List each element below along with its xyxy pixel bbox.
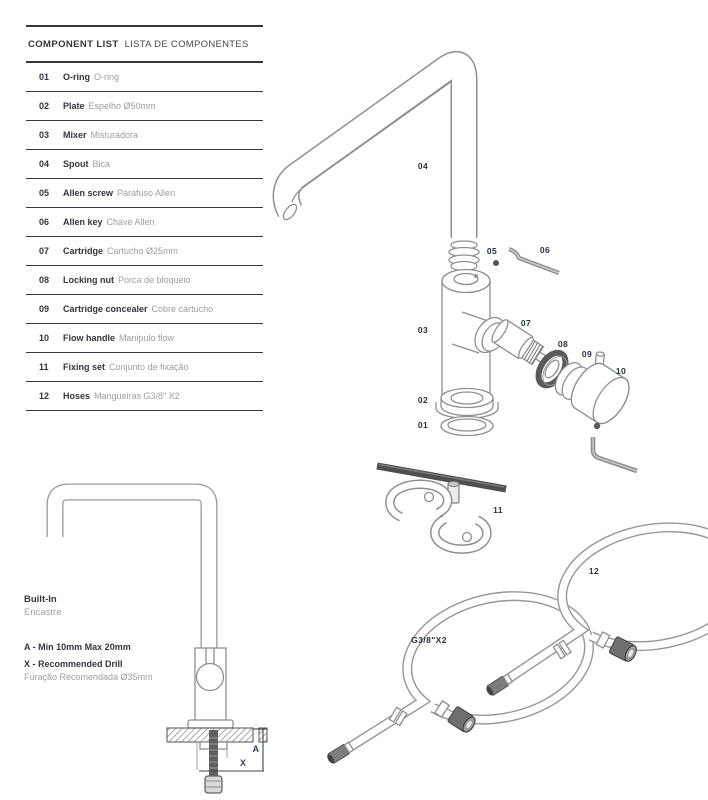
- part-label-10: 10: [615, 366, 627, 376]
- component-list-title-pt: LISTA DE COMPONENTES: [124, 39, 249, 50]
- spout-drawing: [281, 64, 464, 238]
- part-number: 12: [39, 391, 50, 401]
- part-number: 10: [39, 333, 50, 343]
- hose-end-fitting-drawing: [326, 741, 354, 764]
- part-name-pt: Cobre cartucho: [151, 304, 214, 314]
- part-name-pt: Espelho Ø50mm: [88, 101, 156, 111]
- part-name-en: Fixing set: [63, 362, 106, 372]
- part-label-11: 11: [493, 505, 503, 515]
- part-label-08: 08: [557, 339, 569, 349]
- part-name-pt: Manipulo flow: [119, 333, 175, 343]
- part-name-pt: Misturadora: [90, 130, 139, 140]
- part-name-en: Allen key: [63, 217, 103, 227]
- threaded-rod-drawing: [209, 730, 218, 776]
- part-label-01: 01: [417, 420, 429, 430]
- built-in-title-pt: Encastre: [24, 607, 62, 618]
- part-name-pt: Cartucho Ø25mm: [107, 246, 179, 256]
- part-name-pt: Mangueiras G3/8" X2: [94, 391, 180, 401]
- part-number: 06: [39, 217, 50, 227]
- part-label-09: 09: [581, 349, 593, 359]
- part-number: 01: [39, 72, 50, 82]
- hose-end-fitting-drawing: [485, 673, 513, 697]
- part-name-pt: Parafuso Allen: [117, 188, 176, 198]
- built-in-diagram: [55, 492, 267, 793]
- part-number: 11: [39, 362, 49, 372]
- plate-drawing: [436, 389, 498, 419]
- hose-size-label: G3/8"X2: [411, 635, 447, 645]
- part-name-pt: Conjunto de fixação: [109, 362, 189, 372]
- part-label-05: 05: [486, 246, 498, 256]
- fixing-set-drawing: [377, 465, 506, 550]
- part-name-en: Hoses: [63, 391, 91, 401]
- part-name-en: Cartridge: [63, 246, 104, 256]
- part-name-en: Plate: [63, 101, 85, 111]
- spout-connector-drawing: [449, 241, 479, 271]
- dimension-a-label: A: [252, 744, 259, 754]
- hose-nut-drawing: [447, 706, 477, 734]
- part-name-en: Flow handle: [63, 333, 116, 343]
- hose-right-drawing: [485, 527, 708, 697]
- part-label-06: 06: [539, 245, 551, 255]
- part-number: 08: [39, 275, 50, 285]
- part-name-pt: Bica: [92, 159, 111, 169]
- part-name-pt: Chave Allen: [106, 217, 155, 227]
- part-number: 07: [39, 246, 50, 256]
- note-dim-a: A - Min 10mm Max 20mm: [24, 642, 131, 652]
- built-in-title-en: Built-In: [24, 594, 57, 605]
- part-label-02: 02: [417, 395, 429, 405]
- handle-screw-drawing: [594, 423, 600, 429]
- allen-screw-drawing: [493, 260, 499, 266]
- exploded-view-diagram: [281, 64, 708, 764]
- dimension-x-label: X: [239, 758, 247, 768]
- note-drill-pt: Furação Recomendada Ø35mm: [24, 672, 153, 682]
- part-name-en: O-ring: [63, 72, 90, 82]
- part-label-04: 04: [417, 161, 429, 171]
- note-drill-en: X - Recommended Drill: [24, 658, 123, 669]
- part-name-pt: Porca de bloqueio: [118, 275, 191, 285]
- fixing-nut-drawing: [205, 776, 222, 793]
- part-number: 03: [39, 130, 50, 140]
- part-name-en: Mixer: [63, 130, 87, 140]
- built-in-spout-drawing: [55, 492, 209, 650]
- component-list-title-en: COMPONENT LIST: [28, 39, 119, 50]
- part-label-07: 07: [520, 318, 532, 328]
- part-name-en: Spout: [63, 159, 89, 169]
- hose-left-drawing: [326, 596, 589, 765]
- part-number: 09: [39, 304, 50, 314]
- part-name-pt: O-ring: [94, 72, 120, 82]
- part-label-03: 03: [417, 325, 429, 335]
- part-name-en: Cartridge concealer: [63, 304, 148, 314]
- part-name-en: Allen screw: [63, 188, 114, 198]
- part-number: 05: [39, 188, 50, 198]
- part-number: 04: [39, 159, 50, 169]
- part-name-en: Locking nut: [63, 275, 114, 285]
- allen-key-lower-drawing: [593, 437, 637, 471]
- part-number: 02: [39, 101, 50, 111]
- allen-key-upper-drawing: [509, 249, 559, 273]
- o-ring-drawing: [441, 417, 493, 436]
- part-label-12: 12: [588, 566, 600, 576]
